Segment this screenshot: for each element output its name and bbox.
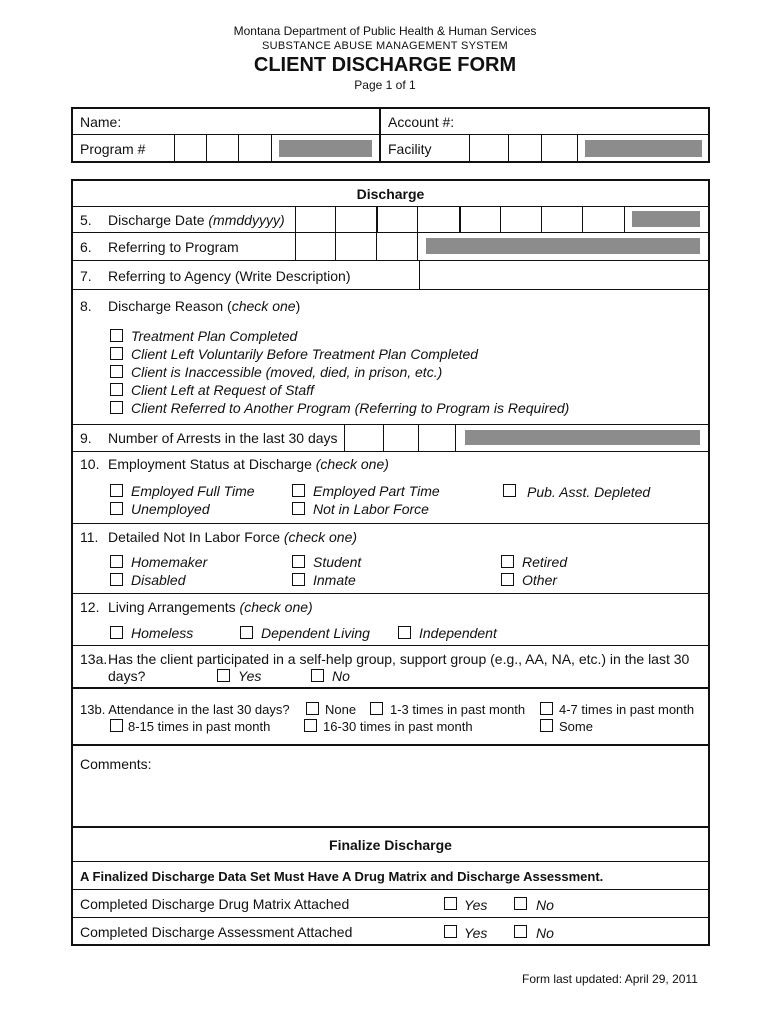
discharge-date-field[interactable] [632, 211, 700, 227]
q10-option-2: Unemployed [131, 501, 210, 517]
program-label: Program # [80, 141, 146, 157]
q13b-option-6: Some [559, 719, 593, 734]
drug-matrix-no-label: No [536, 897, 554, 913]
drug-matrix-no-checkbox[interactable] [514, 897, 527, 910]
q13a-checkbox-no[interactable] [311, 669, 324, 682]
q12-checkbox-1[interactable] [110, 626, 123, 639]
q7-label: Referring to Agency (Write Description) [108, 268, 351, 284]
q13b-checkbox-4[interactable] [110, 719, 123, 732]
q11-option-5: Retired [522, 554, 568, 570]
q9-number: 9. [80, 430, 92, 446]
q13b-label: 13b. Attendance in the last 30 days? [80, 702, 290, 717]
q13b-option-3: 4-7 times in past month [559, 702, 695, 717]
q11-option-2: Disabled [131, 572, 186, 588]
q8-checkbox-1[interactable] [110, 329, 123, 342]
facility-field[interactable] [585, 140, 702, 157]
q13b-option-5: 16-30 times in past month [323, 719, 473, 734]
q11-checkbox-3[interactable] [292, 555, 305, 568]
q7-number: 7. [80, 268, 92, 284]
form-updated-date: Form last updated: April 29, 2011 [522, 972, 698, 986]
q13b-option-4: 8-15 times in past month [128, 719, 271, 734]
account-label: Account #: [388, 114, 455, 130]
comments-field[interactable] [72, 775, 709, 825]
assessment-no-checkbox[interactable] [514, 925, 527, 938]
q8-checkbox-2[interactable] [110, 347, 123, 360]
q13a-label: Has the client participated in a self-help group, support group (e.g., AA, NA, etc.) in the last 30 [108, 651, 690, 667]
name-label: Name: [80, 114, 122, 130]
q12-number: 12. [80, 599, 100, 615]
finalize-notice: A Finalized Discharge Data Set Must Have A Drug Matrix and Discharge Assessment. [80, 869, 604, 884]
discharge-section-title: Discharge [356, 186, 425, 202]
q6-number: 6. [80, 239, 92, 255]
drug-matrix-yes-checkbox[interactable] [444, 897, 457, 910]
assessment-label: Completed Discharge Assessment Attached [80, 924, 353, 940]
q10-option-1: Employed Full Time [131, 483, 255, 499]
q11-label: Detailed Not In Labor Force (check one) [108, 529, 358, 545]
q12-checkbox-2[interactable] [240, 626, 253, 639]
q13a-option-no: No [332, 668, 350, 684]
q8-option-5: Client Referred to Another Program (Referring to Program is Required) [131, 400, 570, 416]
q11-checkbox-1[interactable] [110, 555, 123, 568]
q13b-checkbox-5[interactable] [304, 719, 317, 732]
page-number: Page 1 of 1 [354, 78, 416, 92]
q10-checkbox-2[interactable] [110, 502, 123, 515]
q8-checkbox-3[interactable] [110, 365, 123, 378]
finalize-section-title: Finalize Discharge [329, 837, 452, 853]
q8-label: Discharge Reason (check one) [108, 298, 301, 314]
q10-checkbox-1[interactable] [110, 484, 123, 497]
q11-option-6: Other [522, 572, 558, 588]
q12-option-3: Independent [419, 625, 497, 641]
q8-option-4: Client Left at Request of Staff [131, 382, 314, 398]
drug-matrix-yes-label: Yes [464, 897, 488, 913]
q12-checkbox-3[interactable] [398, 626, 411, 639]
q11-checkbox-6[interactable] [501, 573, 514, 586]
q13b-checkbox-6[interactable] [540, 719, 553, 732]
referring-agency-field[interactable] [420, 261, 709, 289]
q10-checkbox-5[interactable] [503, 484, 516, 497]
q11-checkbox-2[interactable] [110, 573, 123, 586]
q8-option-1: Treatment Plan Completed [131, 328, 298, 344]
q10-number: 10. [80, 456, 100, 472]
q11-option-3: Student [313, 554, 362, 570]
comments-label: Comments: [80, 756, 152, 772]
q10-checkbox-3[interactable] [292, 484, 305, 497]
q12-option-2: Dependent Living [261, 625, 370, 641]
q8-checkbox-5[interactable] [110, 401, 123, 414]
q13b-checkbox-1[interactable] [306, 702, 319, 715]
q13a-checkbox-yes[interactable] [217, 669, 230, 682]
drug-matrix-label: Completed Discharge Drug Matrix Attached [80, 896, 350, 912]
q13b-option-2: 1-3 times in past month [390, 702, 526, 717]
q13a-label-cont: days? [108, 668, 146, 684]
q10-checkbox-4[interactable] [292, 502, 305, 515]
system-name: SUBSTANCE ABUSE MANAGEMENT SYSTEM [261, 40, 509, 52]
q13b-option-1: None [325, 702, 357, 717]
q8-option-2: Client Left Voluntarily Before Treatment Plan Completed [131, 346, 479, 362]
q5-label: Discharge Date (mmddyyyy) [108, 212, 285, 228]
q13b-checkbox-3[interactable] [540, 702, 553, 715]
q11-option-1: Homemaker [131, 554, 208, 570]
q11-number: 11. [80, 529, 99, 545]
q11-checkbox-5[interactable] [501, 555, 514, 568]
q10-option-4: Not in Labor Force [313, 501, 429, 517]
q9-label: Number of Arrests in the last 30 days [108, 430, 338, 446]
program-number-field[interactable] [279, 140, 372, 157]
assessment-no-label: No [536, 925, 554, 941]
referring-program-field[interactable] [426, 238, 700, 254]
q13a-number: 13a. [80, 651, 108, 667]
q5-number: 5. [80, 212, 92, 228]
q11-checkbox-4[interactable] [292, 573, 305, 586]
q8-checkbox-4[interactable] [110, 383, 123, 396]
q12-option-1: Homeless [131, 625, 194, 641]
q10-option-3: Employed Part Time [313, 483, 440, 499]
q11-option-4: Inmate [313, 572, 356, 588]
arrests-field[interactable] [465, 430, 700, 445]
q12-label: Living Arrangements (check one) [108, 599, 313, 615]
assessment-yes-label: Yes [464, 925, 488, 941]
assessment-yes-checkbox[interactable] [444, 925, 457, 938]
q13a-option-yes: Yes [238, 668, 262, 684]
q8-option-3: Client is Inaccessible (moved, died, in prison, etc.) [131, 364, 443, 380]
q6-label: Referring to Program [108, 239, 239, 255]
facility-label: Facility [388, 141, 432, 157]
q10-option-5: Pub. Asst. Depleted [527, 484, 651, 500]
q13b-checkbox-2[interactable] [370, 702, 383, 715]
q8-number: 8. [80, 298, 92, 314]
page-title: CLIENT DISCHARGE FORM [253, 54, 517, 76]
agency-name: Montana Department of Public Health & Human Services [233, 24, 537, 38]
q10-label: Employment Status at Discharge (check one) [108, 456, 389, 472]
